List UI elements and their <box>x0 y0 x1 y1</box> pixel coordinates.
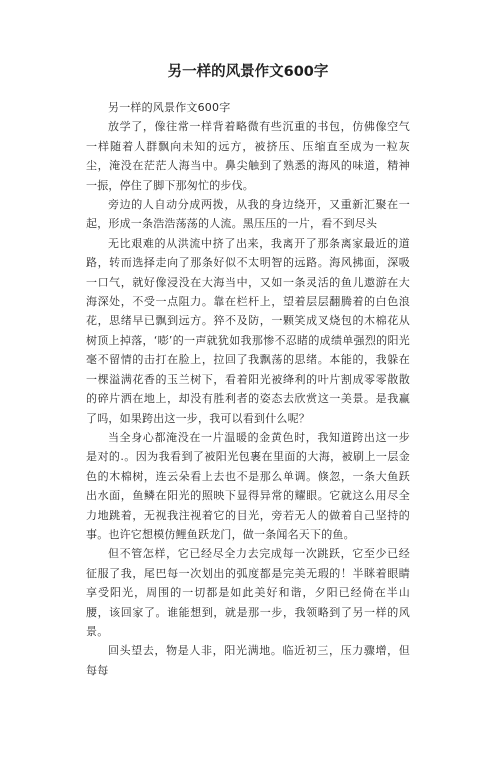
paragraph: 回头望去，物是人非，阳光满地。临近初三，压力骤增，但每每 <box>86 644 410 677</box>
paragraph: 但不管怎样，它已经尽全力去完成每一次跳跃，它至少已经征服了我，尾巴每一次划出的弧度都是完美无瑕的！半眯着眼睛享受阳光，周围的一切都是如此美好和谐，夕阳已经倚在半山腰，该回家了。谁能想到，就是那一步，我领略到了另一样的风景。 <box>86 547 410 638</box>
paragraph: 旁边的人自动分成两拨，从我的身边绕开，又重新汇聚在一起，形成一条浩浩荡荡的人流。黑压压的一片，看不到尽头 <box>86 198 410 231</box>
paragraph: 放学了，像往常一样背着略微有些沉重的书包，仿佛像空气一样随着人群飘向未知的远方，被挤压、压缩直至成为一粒灰尘，淹没在茫茫人海当中。鼻尖触到了熟悉的海风的味道，精神一振，停住了脚下那匆忙的步伐。 <box>86 120 410 192</box>
paragraph: 无比艰难的从洪流中挤了出来，我离开了那条离家最近的道路，转而选择走向了那条好似不太明智的远路。海风拂面，深吸一口气，就好像浸没在大海当中，又如一条灵活的鱼儿遨游在大海深处，不受一点阻力。靠在栏杆上，望着层层翻腾着的白色浪花，思绪早已飘到远方。猝不及防，一颗笑成叉烧包的木棉花从树顶上掉落，‘嘭’的一声就犹如我那惨不忍睹的成绩单强烈的阳光毫不留情的击打在脸上，拉回了我飘荡的思绪。本能的，我躲在一棵溢满花香的玉兰树下，看着阳光被绛利的叶片割成零零散散的碎片洒在地上，却没有胜利者的姿态去欣赏这一美景。是我赢了吗，如果跨出这一步，我可以看到什么呢？ <box>86 236 410 425</box>
document-title: 另一样的风景作文600字 <box>167 64 329 80</box>
document-body <box>86 98 410 680</box>
paragraph-subtitle: 另一样的风景作文600字 <box>108 101 231 114</box>
document-page <box>0 62 496 764</box>
paragraph: 当全身心都淹没在一片温暖的金黄色时，我知道跨出这一步是对的.。因为我看到了被阳光包裹在里面的大海，被刷上一层金色的木棉树，连云朵看上去也不是那么单调。倏忽，一条大鱼跃出水面，鱼鳞在阳光的照映下显得异常的耀眼。它就这么用尽全力地跳着，无视我注视着它的目光，旁若无人的做着自己坚持的事。也许它想模仿鲤鱼跃龙门，做一条闻名天下的鱼。 <box>86 430 410 541</box>
